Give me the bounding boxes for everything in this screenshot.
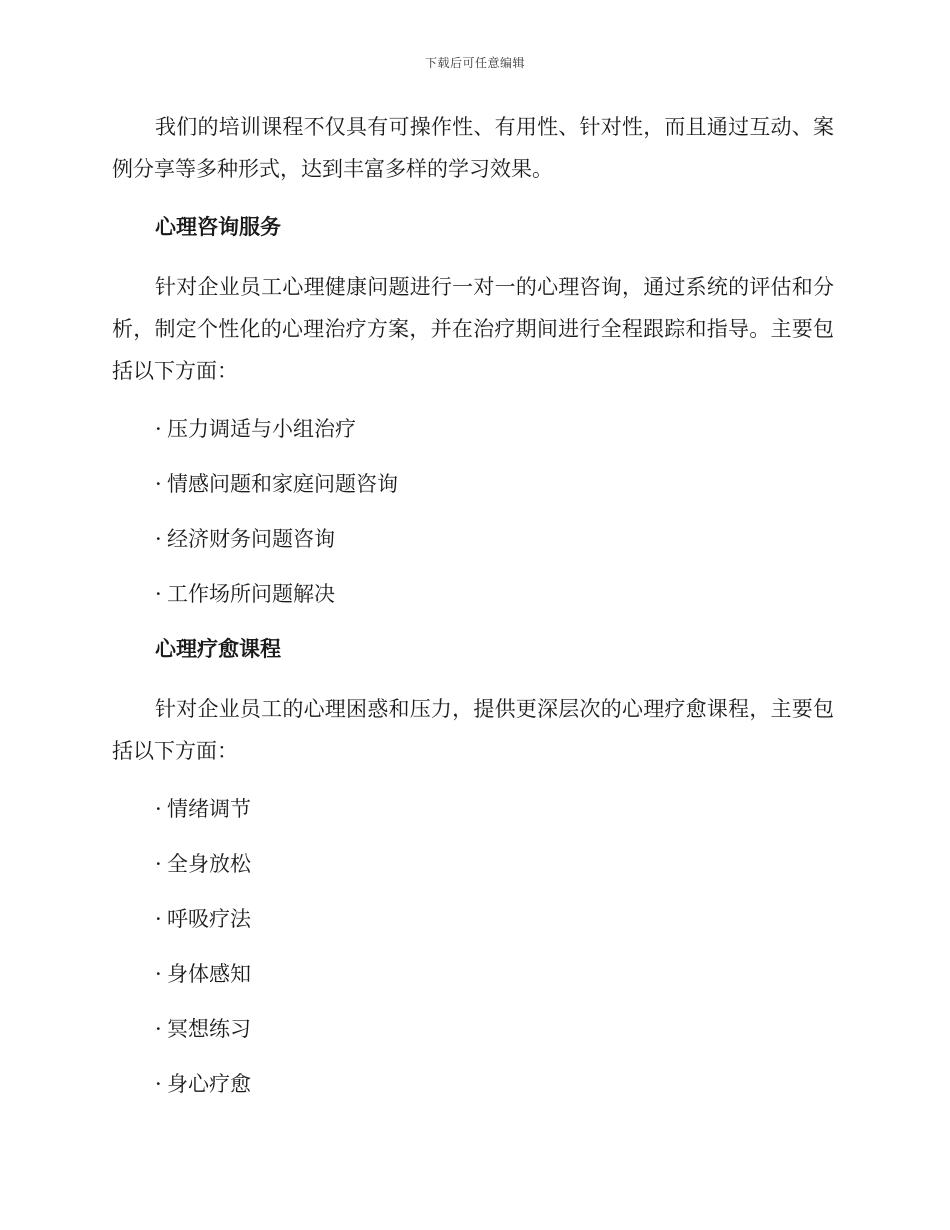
- header-note: 下载后可任意编辑: [424, 56, 525, 70]
- list-item: [112, 522, 834, 556]
- bullet-dot-icon: ·: [155, 1017, 162, 1041]
- counseling-paragraph: 针对企业员工心理健康问题进行一对一的心理咨询，通过系统的评估和分析，制定个性化的心理治疗方案，并在治疗期间进行全程跟踪和指导。主要包括以下方面：: [112, 275, 834, 383]
- list-item: [112, 957, 834, 991]
- list-item-text: 工作场所问题解决: [167, 582, 335, 606]
- list-item-text: 情绪调节: [167, 797, 251, 821]
- list-item: [112, 577, 834, 611]
- list-item: [112, 412, 834, 446]
- list-item-text: 全身放松: [167, 852, 251, 876]
- section-heading-counseling: 心理咨询服务: [155, 214, 281, 239]
- bullet-dot-icon: ·: [155, 852, 162, 876]
- list-item-text: 身心疗愈: [167, 1072, 251, 1096]
- list-item-text: 身体感知: [167, 962, 251, 986]
- list-item-text: 经济财务问题咨询: [167, 527, 335, 551]
- list-item-text: 呼吸疗法: [167, 907, 251, 931]
- document-content: [112, 106, 834, 1122]
- bullet-dot-icon: ·: [155, 527, 162, 551]
- list-item-text: 压力调适与小组治疗: [167, 417, 356, 441]
- list-item: [112, 902, 834, 936]
- bullet-dot-icon: ·: [155, 907, 162, 931]
- bullet-dot-icon: ·: [155, 582, 162, 606]
- intro-paragraph: 我们的培训课程不仅具有可操作性、有用性、针对性，而且通过互动、案例分享等多种形式，达到丰富多样的学习效果。: [112, 115, 834, 181]
- list-item-text: 冥想练习: [167, 1017, 251, 1041]
- bullet-dot-icon: ·: [155, 962, 162, 986]
- list-item: [112, 467, 834, 501]
- bullet-dot-icon: ·: [155, 417, 162, 441]
- list-item: [112, 1012, 834, 1046]
- healing-paragraph: 针对企业员工的心理困惑和压力，提供更深层次的心理疗愈课程，主要包括以下方面：: [112, 697, 834, 763]
- list-item: [112, 847, 834, 881]
- bullet-dot-icon: ·: [155, 797, 162, 821]
- list-item: [112, 1067, 834, 1101]
- list-item: [112, 792, 834, 826]
- list-item-text: 情感问题和家庭问题咨询: [167, 472, 398, 496]
- bullet-dot-icon: ·: [155, 1072, 162, 1096]
- section-heading-healing: 心理疗愈课程: [155, 636, 281, 661]
- bullet-dot-icon: ·: [155, 472, 162, 496]
